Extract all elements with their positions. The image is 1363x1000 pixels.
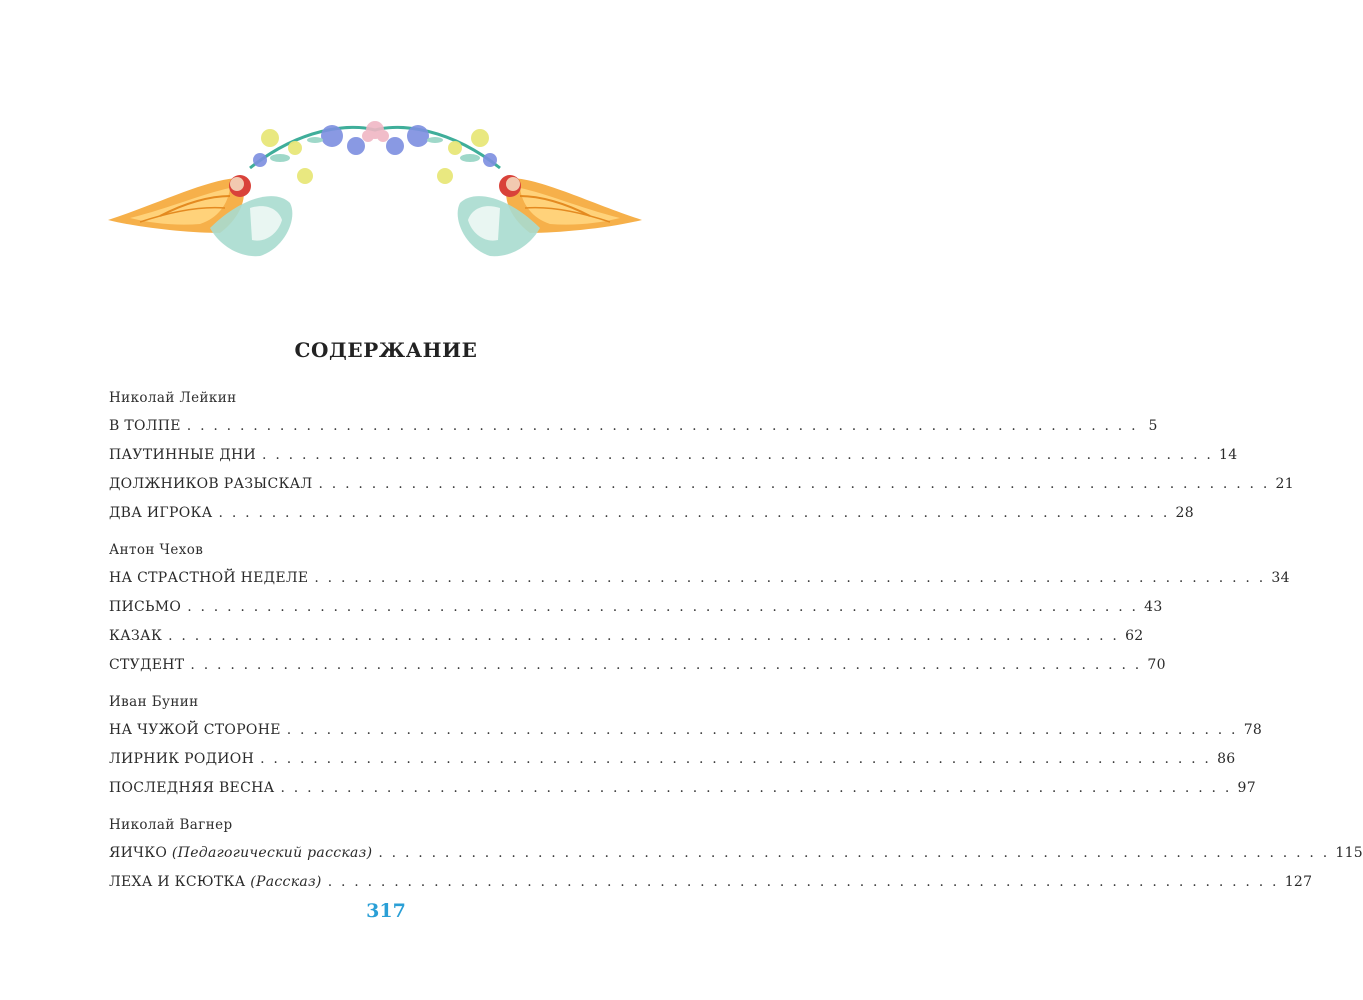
entry-title-wrap [109,593,181,622]
toc-entry [109,593,1163,622]
dot-leader: . . . . . . . . . . . . . . . . . . . . . . . . . . . . . . . . . . . . . . . . . . . . . . . . . . . . . . . . . . . . . . . . . . . . . . . . [190,657,1142,673]
entry-subtitle: (Рассказ) [250,874,322,890]
page-title: СОДЕРЖАНИЕ [294,338,478,362]
author-name: Николай Вагнер [109,817,233,833]
table-of-contents [109,384,1363,897]
entry-title-wrap [109,499,213,528]
entry-title-wrap [109,564,308,593]
toc-entry [109,716,1263,745]
entry-page-number: 97 [1237,780,1256,796]
toc-entry [109,839,1363,868]
entry-page-number: 70 [1147,657,1166,673]
entry-page-number: 78 [1243,722,1263,738]
dot-leader: . . . . . . . . . . . . . . . . . . . . . . . . . . . . . . . . . . . . . . . . . . . . . . . . . . . . . . . . . . . . . . . . . . . . . . . . [378,845,1330,861]
entry-title: ЛИРНИК РОДИОН [109,751,255,767]
section-gap [109,803,640,811]
entry-page-number: 34 [1271,570,1290,586]
toc-entry [109,564,1290,593]
dot-leader: . . . . . . . . . . . . . . . . . . . . . . . . . . . . . . . . . . . . . . . . . . . . . . . . . . . . . . . . . . . . . . . . . . . . . . . . [327,874,1279,890]
toc-entry [109,774,1256,803]
entry-title: ДВА ИГРОКА [109,505,213,521]
entry-page-number: 21 [1275,476,1294,492]
entry-title: НА СТРАСТНОЙ НЕДЕЛЕ [109,570,309,586]
entry-page-number: 28 [1175,505,1194,521]
entry-page-number: 127 [1284,874,1313,890]
entry-title-wrap [109,412,181,441]
dot-leader: . . . . . . . . . . . . . . . . . . . . . . . . . . . . . . . . . . . . . . . . . . . . . . . . . . . . . . . . . . . . . . . . . . . . . . . . [318,476,1270,492]
entry-title-wrap [109,839,372,868]
entry-page-number: 14 [1219,447,1238,463]
section-gap [109,528,640,536]
dot-leader: . . . . . . . . . . . . . . . . . . . . . . . . . . . . . . . . . . . . . . . . . . . . . . . . . . . . . . . . . . . . . . . . . . . . . . . . [218,505,1170,521]
dot-leader: . . . . . . . . . . . . . . . . . . . . . . . . . . . . . . . . . . . . . . . . . . . . . . . . . . . . . . . . . . . . . . . . . . . . . . . . [286,722,1238,738]
dot-leader: . . . . . . . . . . . . . . . . . . . . . . . . . . . . . . . . . . . . . . . . . . . . . . . . . . . . . . . . . . . . . . . . . . . . . . . . [280,780,1232,796]
entry-title-wrap [109,868,322,897]
entry-title: ЯИЧКО [109,845,168,861]
toc-entry [109,441,1238,470]
toc-entry [109,499,1194,528]
entry-title: В ТОЛПЕ [109,418,181,434]
entry-page-number: 62 [1125,628,1144,644]
floral-angels-ornament-icon [100,108,650,278]
entry-title-wrap [109,470,313,499]
entry-title-wrap [109,622,162,651]
dot-leader: . . . . . . . . . . . . . . . . . . . . . . . . . . . . . . . . . . . . . . . . . . . . . . . . . . . . . . . . . . . . . . . . . . . . . . . . [260,751,1212,767]
entry-title: ПОСЛЕДНЯЯ ВЕСНА [109,780,275,796]
page-number: 317 [366,900,406,922]
right-angel-icon [458,175,642,256]
toc-entry [109,745,1236,774]
author-name: Антон Чехов [109,542,204,558]
entry-page-number: 86 [1217,751,1236,767]
left-angel-icon [108,175,292,256]
author-name: Иван Бунин [109,694,199,710]
entry-title-wrap [109,441,256,470]
entry-title: НА ЧУЖОЙ СТОРОНЕ [109,722,281,738]
toc-entry [109,470,1294,499]
entry-page-number: 43 [1144,599,1163,615]
toc-entry [109,622,1144,651]
entry-subtitle: (Педагогический рассказ) [171,845,373,861]
dot-leader: . . . . . . . . . . . . . . . . . . . . . . . . . . . . . . . . . . . . . . . . . . . . . . . . . . . . . . . . . . . . . . . . . . . . . . . . [262,447,1214,463]
entry-title: ЛЕХА И КСЮТКА [109,874,246,890]
flower-garland-icon [250,121,500,184]
dot-leader: . . . . . . . . . . . . . . . . . . . . . . . . . . . . . . . . . . . . . . . . . . . . . . . . . . . . . . . . . . . . . . . . . . . . . . . . [187,599,1139,615]
dot-leader: . . . . . . . . . . . . . . . . . . . . . . . . . . . . . . . . . . . . . . . . . . . . . . . . . . . . . . . . . . . . . . . . . . . . . . . . [168,628,1120,644]
toc-entry [109,868,1313,897]
entry-title-wrap [109,716,281,745]
dot-leader: . . . . . . . . . . . . . . . . . . . . . . . . . . . . . . . . . . . . . . . . . . . . . . . . . . . . . . . . . . . . . . . . . . . . . . . . [186,418,1138,434]
entry-title: КАЗАК [109,628,163,644]
entry-title: ПИСЬМО [109,599,182,615]
section-gap [109,680,640,688]
dot-leader: . . . . . . . . . . . . . . . . . . . . . . . . . . . . . . . . . . . . . . . . . . . . . . . . . . . . . . . . . . . . . . . . . . . . . . . . [314,570,1266,586]
entry-title: СТУДЕНТ [109,657,185,673]
entry-title-wrap [109,774,275,803]
entry-title: ПАУТИННЫЕ ДНИ [109,447,257,463]
entry-title-wrap [109,745,254,774]
entry-title-wrap [109,651,184,680]
entry-page-number: 5 [1148,418,1158,434]
toc-entry [109,412,1158,441]
toc-entry [109,651,1166,680]
entry-page-number: 115 [1335,845,1363,861]
entry-title: ДОЛЖНИКОВ РАЗЫСКАЛ [109,476,313,492]
author-name: Николай Лейкин [109,390,237,406]
